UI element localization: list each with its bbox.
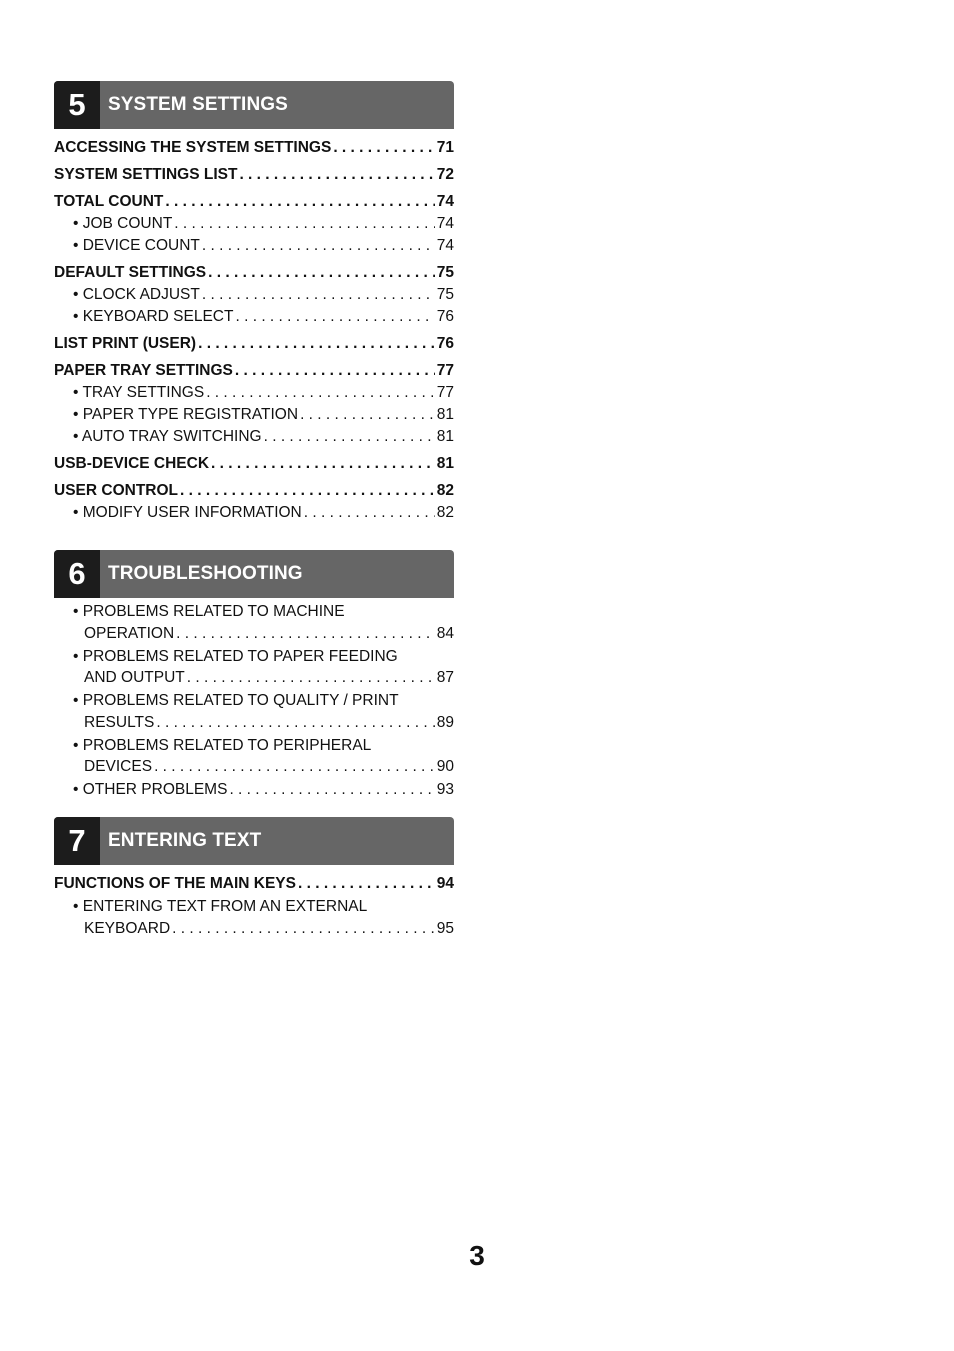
dot-leader — [235, 360, 435, 382]
toc-entry-title: DEFAULT SETTINGS — [54, 264, 207, 281]
dot-leader — [298, 873, 435, 895]
chapter-title: TROUBLESHOOTING — [108, 563, 303, 584]
dot-leader — [198, 333, 435, 355]
toc-entry-title: • TRAY SETTINGS — [73, 384, 205, 401]
toc-sub-entry[interactable] — [54, 382, 454, 404]
toc-entry[interactable] — [54, 690, 454, 734]
chapter-title: ENTERING TEXT — [108, 830, 262, 851]
toc-main-entry[interactable] — [54, 873, 454, 895]
toc-page-number: 95 — [436, 919, 454, 937]
toc-page-number: 94 — [436, 875, 454, 892]
toc-entry-title: PAPER TRAY SETTINGS — [54, 362, 233, 379]
chapter-header — [54, 81, 454, 129]
toc-entry-title: • PROBLEMS RELATED TO PERIPHERAL — [73, 736, 372, 754]
toc-sub-entry[interactable] — [54, 502, 454, 524]
toc-entry-list — [54, 598, 454, 801]
toc-sub-entry[interactable] — [54, 426, 454, 448]
toc-entry-title: ACCESSING THE SYSTEM SETTINGS — [54, 139, 332, 156]
dot-leader — [300, 404, 435, 426]
toc-page-number: 90 — [436, 758, 454, 775]
toc-page-number: 81 — [436, 428, 454, 445]
toc-entry-title: TOTAL COUNT — [54, 193, 164, 210]
toc-entry-title-cont: AND OUTPUT — [84, 669, 185, 686]
chapter-section — [54, 550, 454, 801]
toc-main-entry[interactable] — [54, 360, 454, 382]
toc-entry-title: • JOB COUNT — [73, 215, 173, 232]
toc-entry-title: • ENTERING TEXT FROM AN EXTERNAL — [73, 898, 368, 915]
toc-sub-entry[interactable] — [54, 213, 454, 235]
toc-page-number: 89 — [436, 713, 454, 731]
toc-entry-title: • KEYBOARD SELECT — [73, 308, 234, 325]
toc-sub-entry[interactable] — [54, 235, 454, 257]
chapter-title: SYSTEM SETTINGS — [108, 94, 288, 115]
dot-leader — [264, 426, 435, 448]
toc-entry-list — [54, 865, 454, 940]
dot-leader — [172, 918, 435, 940]
toc-entry-title: USER CONTROL — [54, 482, 178, 499]
dot-leader — [202, 235, 435, 257]
toc-sub-entry[interactable] — [54, 306, 454, 328]
toc-entry-title-cont: OPERATION — [84, 624, 175, 642]
dot-leader — [202, 284, 435, 306]
toc-entry[interactable] — [54, 646, 454, 690]
toc-page-number: 81 — [436, 455, 454, 472]
toc-page-number: 74 — [436, 193, 454, 210]
dot-leader — [180, 480, 435, 502]
toc-entry-title: • PROBLEMS RELATED TO QUALITY / PRINT — [73, 692, 399, 709]
toc-entry-title: • OTHER PROBLEMS — [73, 781, 228, 798]
toc-entry-title: • PROBLEMS RELATED TO MACHINE — [73, 603, 345, 620]
toc-page-number: 72 — [436, 166, 454, 183]
dot-leader — [156, 712, 434, 734]
toc-entry-title: SYSTEM SETTINGS LIST — [54, 166, 238, 183]
toc-entry[interactable] — [54, 735, 454, 779]
toc-entry-title: FUNCTIONS OF THE MAIN KEYS — [54, 875, 296, 892]
toc-entry-line — [54, 623, 454, 645]
toc-entry-list — [54, 129, 454, 524]
toc-page-number: 81 — [436, 406, 454, 423]
dot-leader — [206, 382, 435, 404]
toc-page-number: 82 — [436, 504, 454, 521]
toc-entry-line — [54, 667, 454, 689]
toc-main-entry[interactable] — [54, 480, 454, 502]
toc-page-number: 87 — [436, 669, 454, 686]
toc-main-entry[interactable] — [54, 137, 454, 159]
chapter-section — [54, 817, 454, 940]
dot-leader — [176, 623, 435, 645]
toc-main-entry[interactable] — [54, 191, 454, 213]
toc-entry[interactable] — [54, 896, 454, 940]
toc-sub-entry[interactable] — [54, 404, 454, 426]
toc-entry-title: LIST PRINT (USER) — [54, 335, 197, 352]
toc-entry-line — [54, 712, 454, 734]
toc-page-number: 82 — [436, 482, 454, 499]
toc-page-number: 75 — [436, 286, 454, 303]
dot-leader — [239, 164, 434, 186]
toc-entry[interactable] — [54, 601, 454, 645]
dot-leader — [208, 262, 435, 284]
chapter-header — [54, 550, 454, 598]
dot-leader — [333, 137, 434, 159]
dot-leader — [165, 191, 434, 213]
toc-entry-line — [54, 918, 454, 940]
toc-entry-title: USB-DEVICE CHECK — [54, 455, 210, 472]
chapter-number: 6 — [54, 550, 100, 598]
toc-page-number: 77 — [436, 362, 454, 379]
toc-entry-title: • PROBLEMS RELATED TO PAPER FEEDING — [73, 647, 398, 665]
toc-entry-title: • CLOCK ADJUST — [73, 286, 200, 303]
toc-page-number: 84 — [436, 624, 454, 642]
toc-page-number: 77 — [436, 384, 454, 401]
dot-leader — [154, 756, 435, 778]
toc-main-entry[interactable] — [54, 453, 454, 475]
toc-page-number: 76 — [436, 308, 454, 325]
toc-main-entry[interactable] — [54, 164, 454, 186]
chapter-number: 5 — [54, 81, 100, 129]
chapter-section — [54, 81, 454, 524]
toc-entry-title-cont: DEVICES — [84, 758, 153, 775]
toc-page-number: 71 — [436, 139, 454, 156]
toc-entry-title: • AUTO TRAY SWITCHING — [73, 428, 262, 445]
toc-page-number: 75 — [436, 264, 454, 281]
chapter-number: 7 — [54, 817, 100, 865]
toc-entry-title: • DEVICE COUNT — [73, 237, 200, 254]
page-number: 3 — [469, 1240, 485, 1271]
toc-main-entry[interactable] — [54, 333, 454, 355]
toc-page-number: 74 — [436, 215, 454, 232]
dot-leader — [229, 779, 434, 801]
toc-entry-line — [54, 756, 454, 778]
toc-entry-title: • MODIFY USER INFORMATION — [73, 504, 302, 521]
dot-leader — [211, 453, 435, 475]
toc-page-number: 74 — [436, 237, 454, 254]
chapter-header — [54, 817, 454, 865]
toc-entry-title-cont: RESULTS — [84, 713, 155, 731]
toc-sub-entry[interactable] — [54, 779, 454, 801]
toc-entry-title-cont: KEYBOARD — [84, 919, 171, 937]
toc-page-number: 76 — [436, 335, 454, 352]
dot-leader — [304, 502, 435, 524]
toc-sub-entry[interactable] — [54, 284, 454, 306]
dot-leader — [174, 213, 434, 235]
toc-page-number: 93 — [436, 781, 454, 798]
dot-leader — [187, 667, 435, 689]
toc-main-entry[interactable] — [54, 262, 454, 284]
dot-leader — [235, 306, 434, 328]
toc-entry-title: • PAPER TYPE REGISTRATION — [73, 406, 299, 423]
